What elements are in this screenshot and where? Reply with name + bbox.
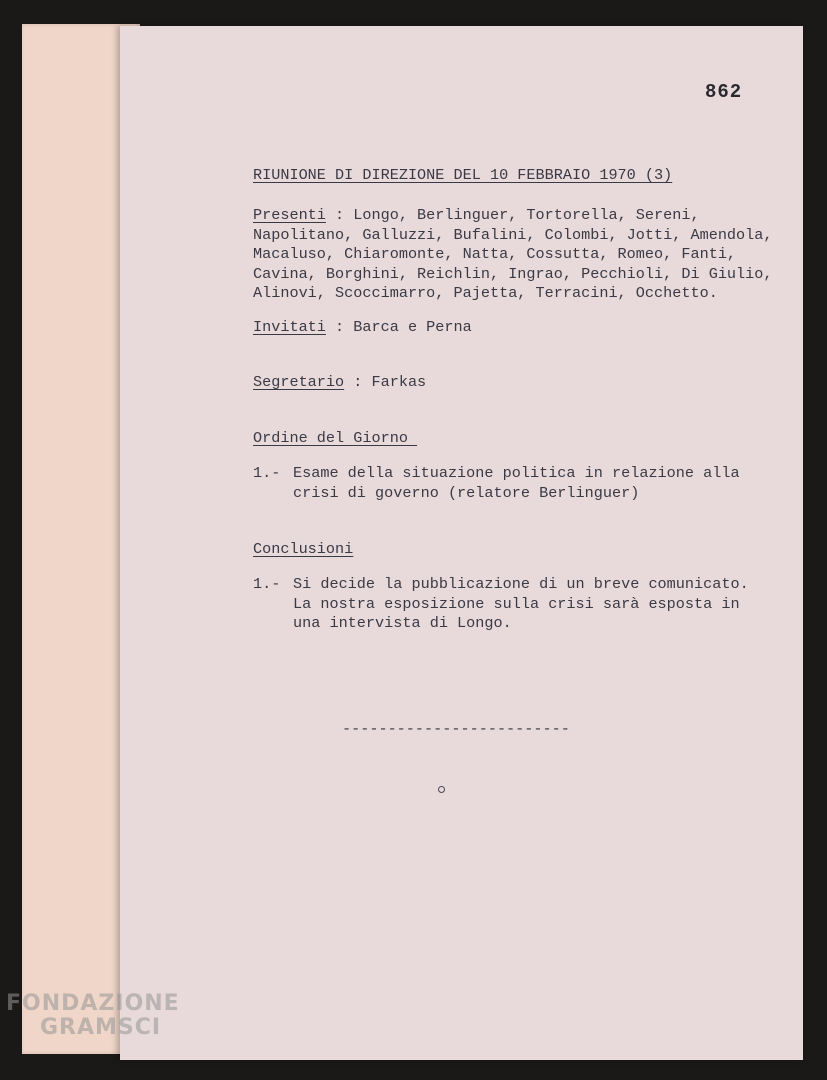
divider-line: ------------------------- <box>342 720 570 738</box>
watermark-line1: FONDAZIONE <box>6 991 180 1016</box>
invitati-text: : Barca e Perna <box>325 318 472 336</box>
watermark-line2: GRAMSCI <box>40 1015 162 1040</box>
circle-mark <box>438 786 445 793</box>
watermark-logo <box>6 992 180 1040</box>
ordine-item-number: 1.- <box>253 464 281 482</box>
page-number: 862 <box>705 81 743 103</box>
presenti-block <box>253 206 813 304</box>
presenti-text: : Longo, Berlinguer, Tortorella, Sereni, Napolitano, Galluzzi, Bufalini, Colombi, Jotti, Amendola, Macaluso, Chiaromonte, Natta, Cossutta, Romeo, Fanti, Cavina, Borghini, Reichlin, Ingrao, Pecchioli, Di Giulio, Alinovi, Scoccimarro, Pajetta, Terracini, Occhetto. <box>253 206 773 303</box>
document-title: RIUNIONE DI DIREZIONE DEL 10 FEBBRAIO 1970 (3) <box>253 166 673 184</box>
document-page <box>120 26 803 1060</box>
ordine-item-text: Esame della situazione politica in relazione alla crisi di governo (relatore Berlinguer) <box>293 464 740 502</box>
conclusioni-item-text: Si decide la pubblicazione di un breve comunicato. La nostra esposizione sulla crisi sarà esposta in una intervista di Longo. <box>293 575 749 633</box>
segretario-line <box>253 373 426 393</box>
segretario-text: : Farkas <box>344 373 427 391</box>
segretario-label: Segretario <box>253 373 345 391</box>
invitati-line <box>253 318 472 338</box>
conclusioni-heading: Conclusioni <box>253 540 354 558</box>
presenti-label: Presenti <box>253 206 326 224</box>
conclusioni-item-number: 1.- <box>253 575 281 593</box>
ordine-heading: Ordine del Giorno <box>253 429 418 447</box>
invitati-label: Invitati <box>253 318 326 336</box>
